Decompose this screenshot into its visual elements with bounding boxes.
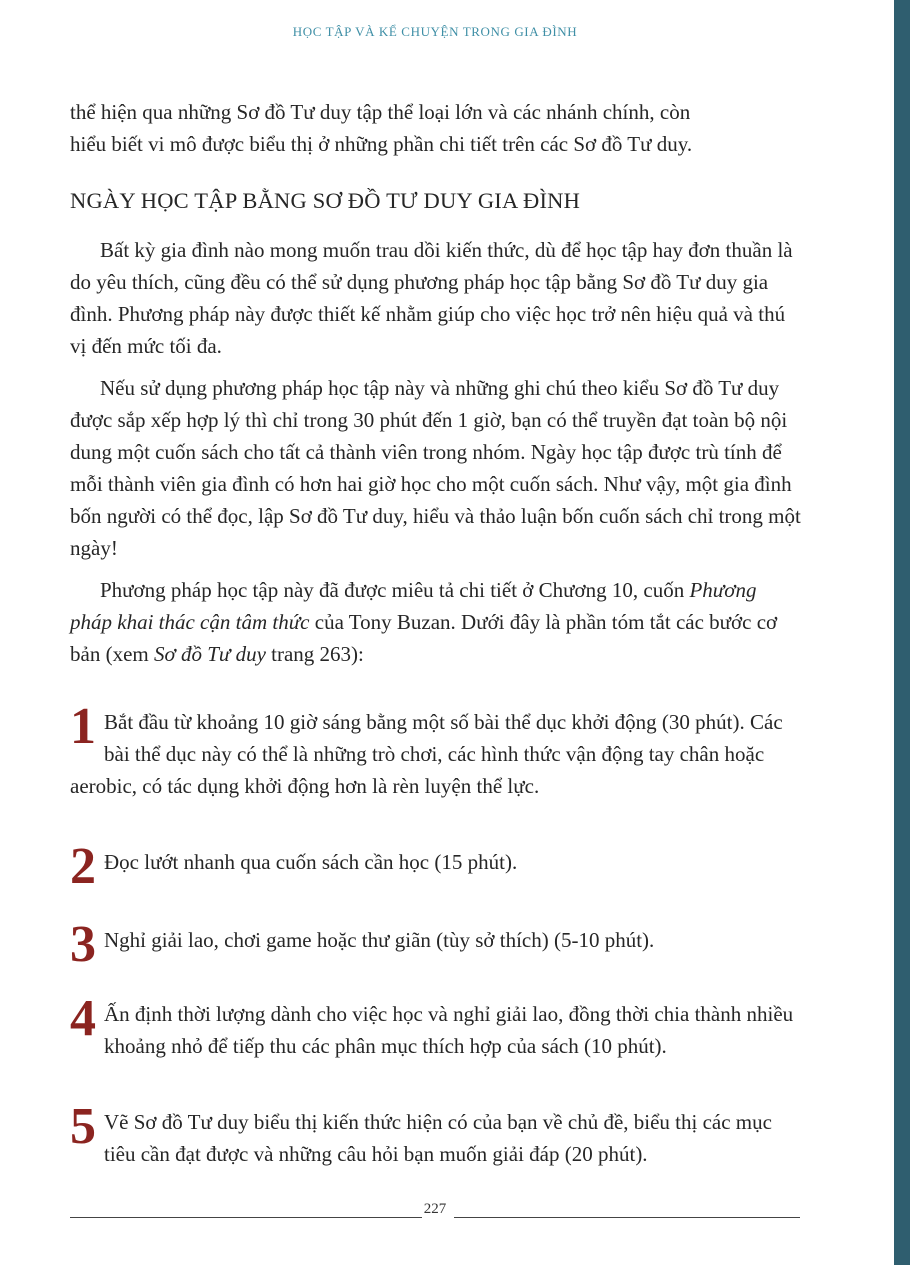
step-1	[70, 698, 802, 802]
intro-text	[70, 96, 802, 160]
paragraph-3-part-a: Phương pháp học tập này đã được miêu tả chi tiết ở Chương 10, cuốn	[100, 578, 690, 602]
running-head: HỌC TẬP VÀ KỂ CHUYỆN TRONG GIA ĐÌNH	[292, 24, 578, 39]
section-heading: NGÀY HỌC TẬP BẰNG SƠ ĐỒ TƯ DUY GIA ĐÌNH	[70, 188, 581, 213]
intro-line-1: thể hiện qua những Sơ đồ Tư duy tập thể loại lớn và các nhánh chính, còn	[70, 100, 691, 124]
step-number: 2	[70, 838, 96, 895]
intro-line-2: hiểu biết vi mô được biểu thị ở những phần chi tiết trên các Sơ đồ Tư duy.	[70, 132, 693, 156]
step-number: 5	[70, 1098, 96, 1155]
mindmap-title-italic: Sơ đồ Tư duy	[153, 642, 266, 666]
step-text: Ấn định thời lượng dành cho việc học và nghỉ giải lao, đồng thời chia thành nhiều khoảng nhỏ để tiếp thu các phân mục thích hợp của sách (10 phút).	[104, 1002, 794, 1058]
book-spine-edge	[894, 0, 910, 1265]
step-2	[70, 838, 802, 895]
step-5	[70, 1098, 802, 1170]
step-number: 3	[70, 916, 96, 973]
footer-rule-left	[70, 1217, 422, 1218]
step-text: Nghỉ giải lao, chơi game hoặc thư giãn (tùy sở thích) (5-10 phút).	[104, 928, 655, 952]
paragraph-2: Nếu sử dụng phương pháp học tập này và những ghi chú theo kiểu Sơ đồ Tư duy được sắp xếp hợp lý thì chỉ trong 30 phút đến 1 giờ, bạn có thể truyền đạt toàn bộ nội dung một cuốn sách cho tất cả thành viên trong nhóm. Ngày học tập được trù tính để mỗi thành viên gia đình có hơn hai giờ học cho một cuốn sách. Như vậy, một gia đình bốn người có thể đọc, lập Sơ đồ Tư duy, hiểu và thảo luận bốn cuốn sách chỉ trong một ngày!	[70, 376, 801, 560]
paragraph-1: Bất kỳ gia đình nào mong muốn trau dồi kiến thức, dù để học tập hay đơn thuần là do yêu thích, cũng đều có thể sử dụng phương pháp học tập bằng Sơ đồ Tư duy gia đình. Phương pháp này được thiết kế nhằm giúp cho việc học trở nên hiệu quả và thú vị đến mức tối đa.	[70, 238, 793, 358]
paragraph-3-part-b: của Tony Buzan. Dưới đây là phần tóm tắt các bước cơ bản (xem	[70, 610, 778, 666]
step-text: Vẽ Sơ đồ Tư duy biểu thị kiến thức hiện có của bạn về chủ đề, biểu thị các mục tiêu cần đạt được và những câu hỏi bạn muốn giải đáp (20 phút).	[104, 1110, 772, 1166]
step-text: Đọc lướt nhanh qua cuốn sách cần học (15 phút).	[104, 850, 518, 874]
page-number: 227	[423, 1201, 447, 1217]
paragraph-3	[70, 574, 802, 670]
step-3	[70, 916, 802, 973]
step-number: 1	[70, 698, 96, 755]
footer-rule-right	[454, 1217, 800, 1218]
book-title-italic: Phương pháp khai thác cận tâm thức	[70, 578, 757, 634]
step-text: Bắt đầu từ khoảng 10 giờ sáng bằng một số bài thể dục khởi động (30 phút). Các bài thể dục này có thể là những trò chơi, các hình thức vận động tay chân hoặc aerobic, có tác dụng khởi động hơn là rèn luyện thể lực.	[70, 710, 783, 798]
paragraph-3-part-c: trang 263):	[265, 642, 364, 666]
body-text	[70, 234, 802, 670]
step-4	[70, 990, 802, 1062]
step-number: 4	[70, 990, 96, 1047]
